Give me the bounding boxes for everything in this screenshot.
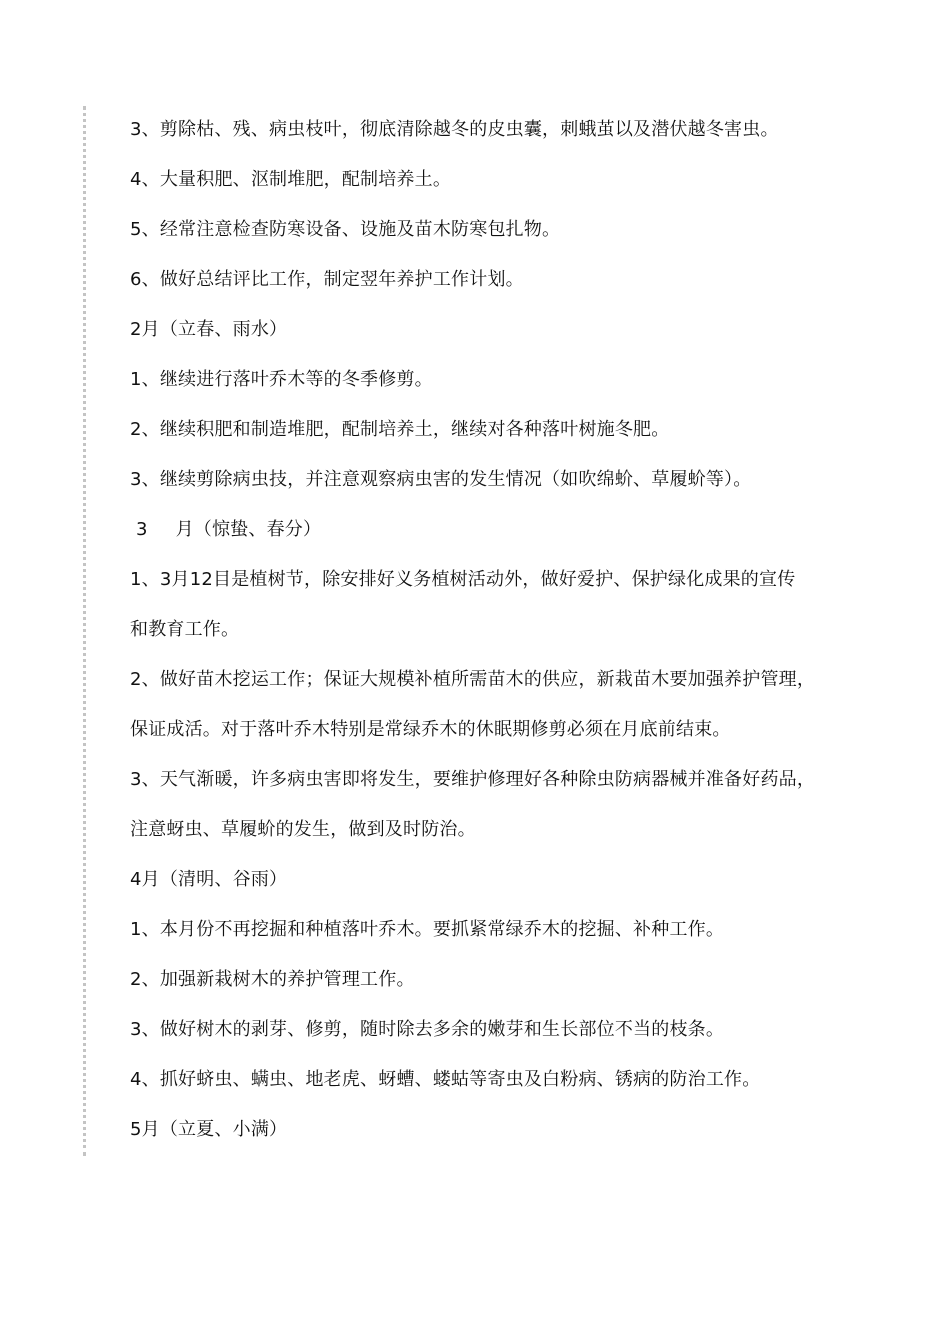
month-heading: 2月（立春、雨水） (130, 319, 288, 340)
month-heading: 5月（立夏、小满） (130, 1119, 288, 1140)
text-line: 和教育工作。 (130, 619, 240, 640)
text-line: 注意蚜虫、草履蚧的发生，做到及时防治。 (130, 819, 476, 840)
text-line: 4、抓好蛴虫、螨虫、地老虎、蚜螬、蝼蛄等寄虫及白粉病、锈病的防治工作。 (130, 1069, 761, 1090)
document-body (130, 111, 840, 1161)
text-line: 保证成活。对于落叶乔木特别是常绿乔木的休眠期修剪必须在月底前结束。 (130, 719, 731, 740)
text-line: 6、做好总结评比工作，制定翌年养护工作计划。 (130, 269, 524, 290)
text-line: 3、继续剪除病虫技，并注意观察病虫害的发生情况（如吹绵蚧、草履蚧等）。 (130, 469, 752, 490)
text-line: 1、继续进行落叶乔木等的冬季修剪。 (130, 369, 433, 390)
text-line: 4、大量积肥、沤制堆肥，配制培养土。 (130, 169, 452, 190)
text-line: 5、经常注意检查防寒设备、设施及苗木防寒包扎物。 (130, 219, 561, 240)
text-line: 2、加强新栽树木的养护管理工作。 (130, 969, 415, 990)
margin-dotted-rule (83, 106, 86, 1156)
text-line: 1、本月份不再挖掘和种植落叶乔木。要抓紧常绿乔木的挖掘、补种工作。 (130, 919, 725, 940)
text-line: 3、剪除枯、残、病虫枝叶，彻底清除越冬的皮虫囊，刺蛾茧以及潜伏越冬害虫。 (130, 119, 779, 140)
month-heading: 3 月（惊蛰、春分） (136, 519, 322, 540)
text-line: 1、3月12目是植树节，除安排好义务植树活动外，做好爱护、保护绿化成果的宣传 (130, 569, 796, 590)
text-line: 2、继续积肥和制造堆肥，配制培养土，继续对各种落叶树施冬肥。 (130, 419, 670, 440)
month-heading: 4月（清明、谷雨） (130, 869, 288, 890)
text-line: 2、做好苗木挖运工作；保证大规模补植所需苗木的供应，新栽苗木要加强养护管理， (130, 669, 816, 690)
text-line: 3、天气渐暖，许多病虫害即将发生，要维护修理好各种除虫防病器械并准备好药品， (130, 769, 816, 790)
text-line: 3、做好树木的剥芽、修剪，随时除去多余的嫩芽和生长部位不当的枝条。 (130, 1019, 725, 1040)
